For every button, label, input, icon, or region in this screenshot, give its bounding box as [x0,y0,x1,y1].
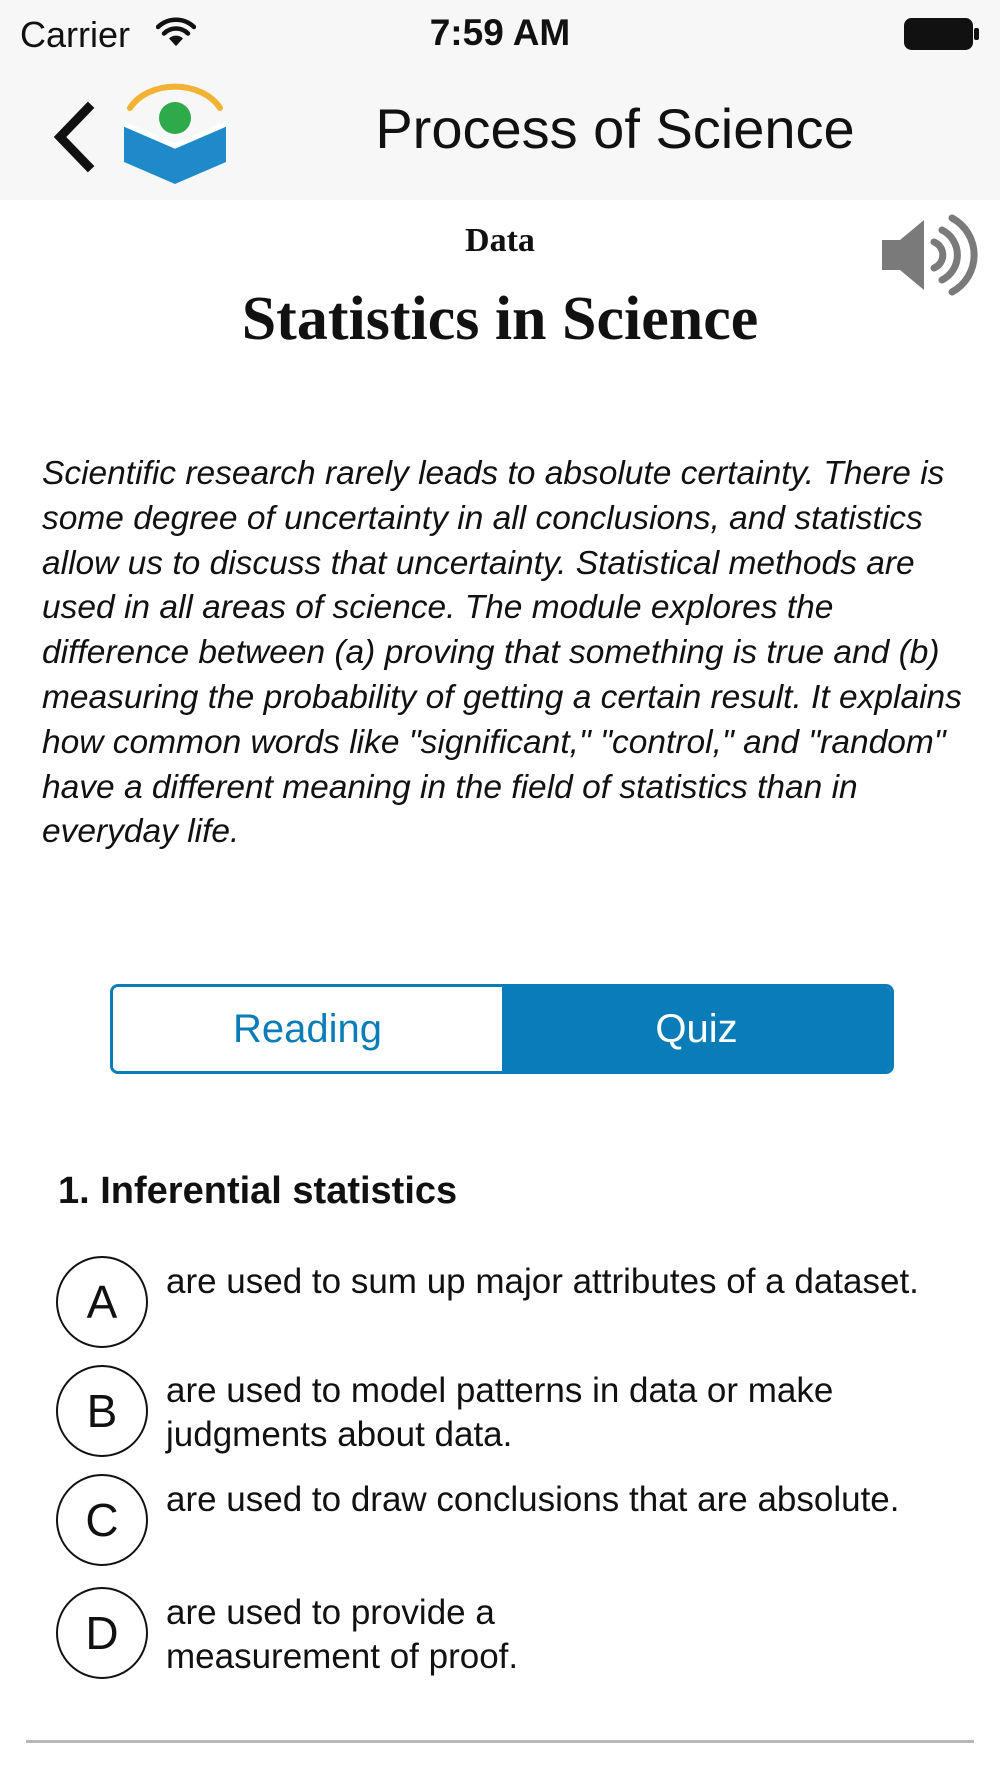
speaker-button[interactable] [878,210,978,300]
chevron-left-icon [48,100,102,174]
option-text: are used to model patterns in data or make judgments about data. [166,1371,834,1454]
option-letter-circle: A [56,1256,148,1348]
option-text: are used to draw conclusions that are absolute. [166,1480,900,1519]
navigation-bar [0,68,1000,200]
option-letter-circle: B [56,1365,148,1457]
category-label: Data [465,222,535,259]
tab-reading[interactable]: Reading [113,987,502,1071]
reading-quiz-segmented-control [110,984,894,1074]
option-text: are used to sum up major attributes of a dataset. [166,1262,919,1301]
carrier-label: Carrier [20,14,131,55]
battery-icon [904,18,980,55]
divider [26,1740,974,1743]
tab-quiz[interactable]: Quiz [502,987,891,1071]
back-button[interactable] [48,100,102,174]
option-letter-circle: D [56,1587,148,1679]
module-description: Scientific research rarely leads to absolute certainty. There is some degree of uncertainty in all conclusions, and statistics allow us to discuss that uncertainty. Statistical methods are used in all areas of science. The module explores the difference between (a) proving that something is true and (b) measuring the probability of getting a certain result. It explains how common words like "significant," "control," and "random" have a different meaning in the field of statistics than in everyday life. [42,455,962,851]
quiz-question: 1. Inferential statistics [58,1170,458,1212]
status-bar [0,0,1000,68]
clock: 7:59 AM [429,12,571,53]
speaker-icon [878,210,978,300]
nav-title: Process of Science [375,97,855,160]
book-logo-icon [120,76,230,193]
option-letter-circle: C [56,1474,148,1566]
option-text: are used to provide a measurement of proof. [166,1593,519,1676]
article-title: Statistics in Science [241,285,759,353]
